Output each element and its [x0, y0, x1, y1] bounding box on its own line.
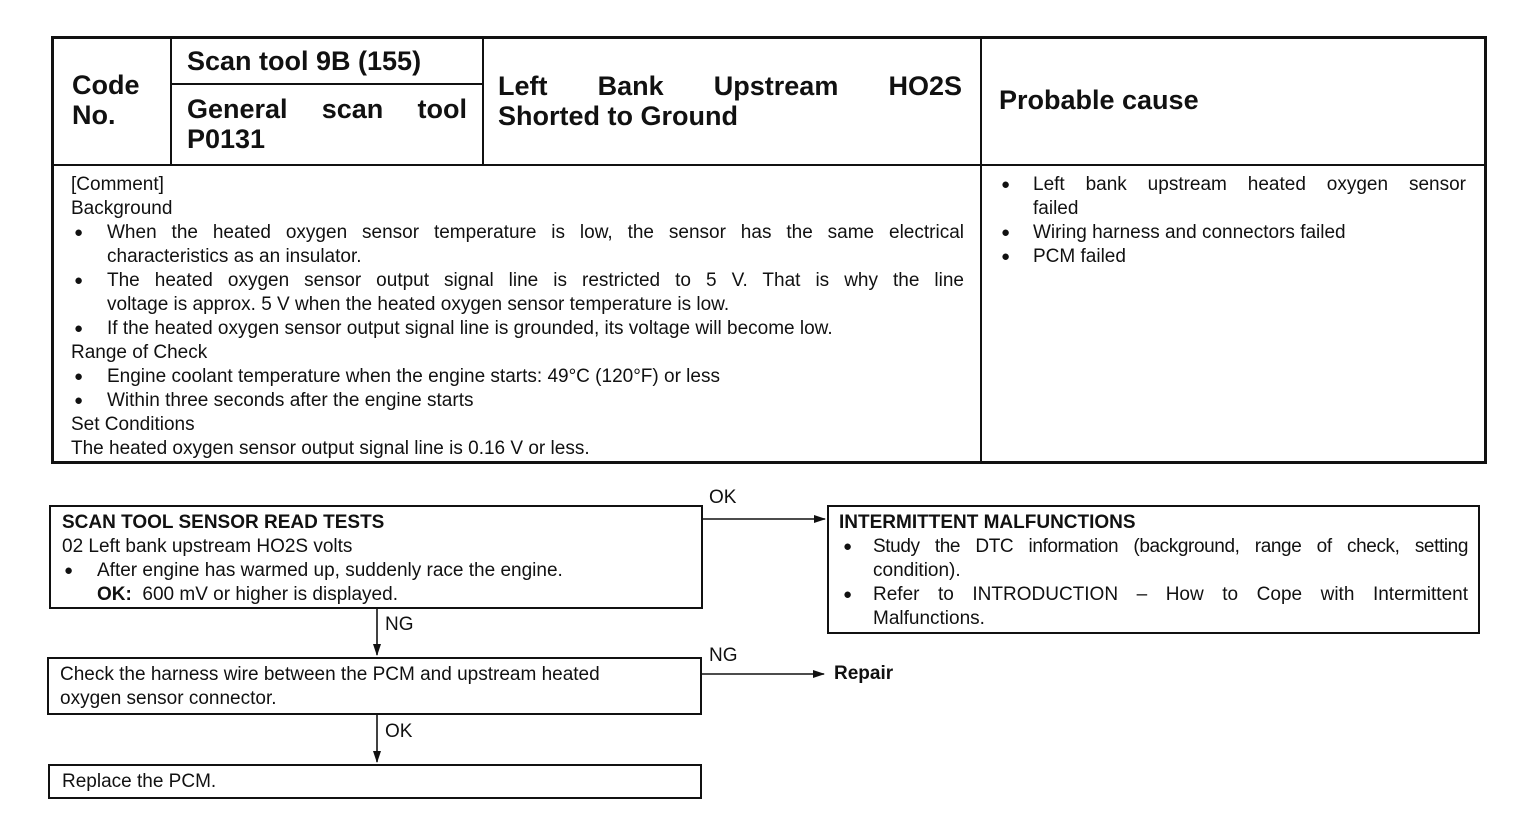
replace-pcm-box — [48, 764, 702, 799]
intermittent-title: INTERMITTENT MALFUNCTIONS — [839, 512, 1136, 533]
set-conditions-label: Set Conditions — [71, 414, 195, 435]
cause-item-line: ● Wiring harness and connectors failed — [1033, 222, 1346, 243]
background-item-line: voltage is approx. 5 V when the heated oxygen sensor temperature is low. — [107, 294, 730, 315]
intermittent-item-line: ● Refer to INTRODUCTION – How to Cope with Intermittent — [873, 584, 1468, 605]
intermittent-item — [839, 583, 1468, 631]
general-scan-tool-code: P0131 — [187, 124, 266, 154]
cause-item-line: failed — [1033, 198, 1079, 219]
repair-label: Repair — [834, 663, 894, 684]
intermittent-item — [839, 535, 1468, 583]
check-harness-line: Check the harness wire between the PCM and upstream heated — [60, 664, 600, 685]
check-harness-line: oxygen sensor connector. — [60, 688, 277, 709]
ok-criterion-text: 600 mV or higher is displayed. — [142, 584, 398, 605]
scan-tool-test-box — [49, 505, 703, 609]
check-harness-box — [47, 657, 702, 715]
background-label: Background — [71, 198, 173, 219]
background-item-line: ● The heated oxygen sensor output signal line is restricted to 5 V. That is why the line — [107, 270, 964, 291]
intermittent-item-line: condition). — [873, 560, 961, 581]
scan-tool-test-bullet — [62, 559, 691, 607]
cause-item-line: ● Left bank upstream heated oxygen sensor — [1033, 174, 1466, 195]
scan-tool-test-item: 02 Left bank upstream HO2S volts — [62, 536, 353, 557]
ng-branch-label: NG — [385, 614, 414, 635]
background-item-line: characteristics as an insulator. — [107, 246, 362, 267]
intermittent-malfunctions-box — [827, 505, 1480, 634]
dtc-title-line1: Left Bank Upstream HO2S — [498, 71, 962, 101]
range-item-text: ● Engine coolant temperature when the engine starts: 49°C (120°F) or less — [107, 366, 720, 387]
probable-cause-header: Probable cause — [999, 85, 1199, 115]
ok-criterion — [97, 583, 691, 607]
background-item-line: ● When the heated oxygen sensor temperature is low, the sensor has the same electrical — [107, 222, 964, 243]
intermittent-item-line: ● Study the DTC information (background, range of check, setting — [873, 536, 1468, 557]
cause-item-line: ● PCM failed — [1033, 246, 1126, 267]
dtc-title-line2: Shorted to Ground — [498, 101, 738, 131]
scan-tool-code: Scan tool 9B (155) — [172, 39, 482, 85]
background-item-line: ● If the heated oxygen sensor output signal line is grounded, its voltage will become low. — [107, 318, 833, 339]
range-item-text: ● Within three seconds after the engine starts — [107, 390, 474, 411]
intermittent-item-line: Malfunctions. — [873, 608, 985, 629]
ng-branch-label: NG — [709, 645, 738, 666]
range-label: Range of Check — [71, 342, 208, 363]
scan-tool-test-title: SCAN TOOL SENSOR READ TESTS — [62, 512, 385, 533]
replace-pcm-text: Replace the PCM. — [62, 771, 217, 792]
ok-branch-label: OK — [709, 487, 737, 508]
code-no-header: Code No. — [54, 39, 172, 164]
comment-label: [Comment] — [71, 174, 164, 195]
general-scan-tool-label: General scan tool — [187, 94, 467, 124]
scan-tool-test-bullet-text: ● After engine has warmed up, suddenly race the engine. — [97, 560, 563, 581]
ok-criterion-label: OK: — [97, 584, 132, 605]
set-conditions-text: The heated oxygen sensor output signal line is 0.16 V or less. — [71, 438, 590, 459]
ok-branch-label: OK — [385, 721, 413, 742]
